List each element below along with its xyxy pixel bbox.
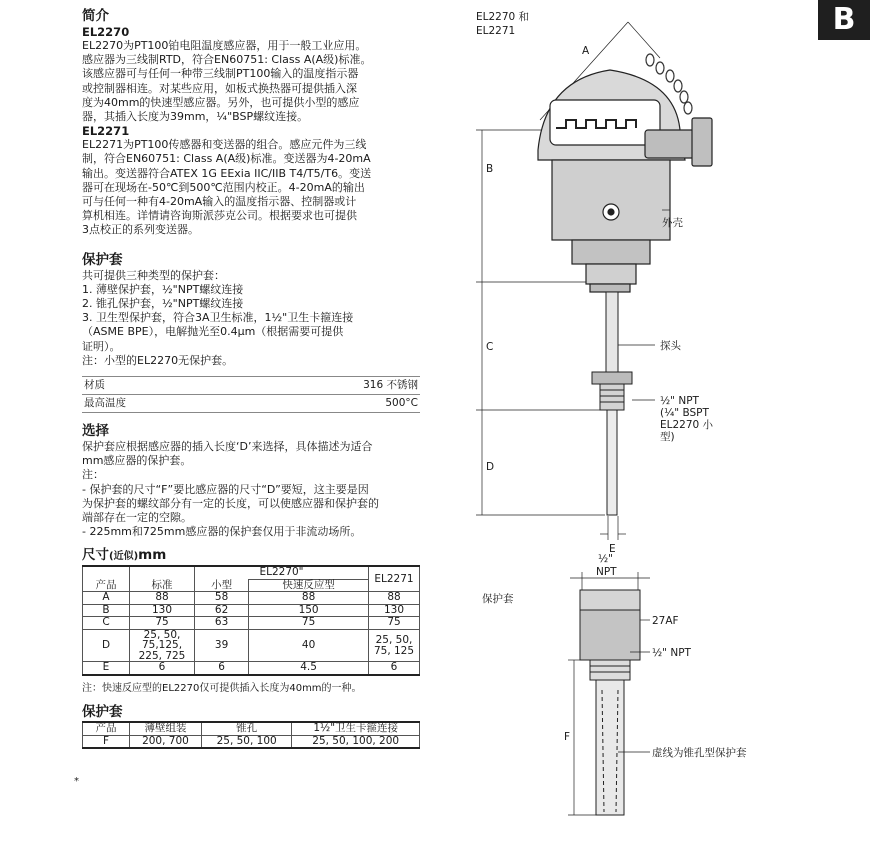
- text-line: 1. 薄壁保护套，½"NPT螺纹连接: [82, 282, 244, 296]
- header-fast: 快速反应型: [249, 579, 369, 592]
- heading-main: 尺寸: [82, 547, 109, 564]
- text-line: 制，符合EN60751: Class A(A级)标准。变送器为4-20mA: [82, 152, 371, 166]
- text-line: - 225mm和725mm感应器的保护套仅用于非流动场所。: [82, 525, 362, 539]
- cell: 150: [249, 604, 369, 617]
- diagram-title-2: EL2271: [476, 25, 516, 37]
- cell: 88: [249, 592, 369, 605]
- text-line: 可与任何一种有4-20mA输入的温度指示器、控制器或计: [82, 195, 357, 209]
- cell: 88: [130, 592, 195, 605]
- text-line: 注：小型的EL2270无保护套。: [82, 353, 234, 367]
- spec-value: 500°C: [230, 395, 420, 413]
- header-el2271: EL2271: [369, 566, 420, 592]
- text-line: 器，其插入长度为39mm，¼"BSP螺纹连接。: [82, 110, 309, 124]
- text-line: 为保护套的螺纹部分有一定的长度，可以使感应器和保护套的: [82, 496, 379, 510]
- dim-e-label: E: [609, 543, 616, 555]
- thermowell-description: [82, 269, 420, 368]
- text-line: 3点校正的系列变送器。: [82, 223, 199, 237]
- el2271-description: [82, 138, 420, 237]
- well-npt-top-1: ½": [598, 553, 614, 565]
- cell: 58: [195, 592, 249, 605]
- thermowell: [568, 572, 650, 815]
- table-row: [82, 377, 420, 395]
- technical-drawing: [430, 0, 870, 837]
- section-tab: B: [818, 0, 870, 40]
- cell: A: [83, 592, 130, 605]
- npt-label-2: (¼" BSPT: [660, 407, 709, 419]
- header-cell: 锥孔: [201, 722, 291, 735]
- header-el2270: EL2270": [195, 566, 369, 579]
- text-line: 感应器为三线制RTD，符合EN60751: Class A(A级)标准。: [82, 53, 372, 67]
- text-line: 保护套应根据感应器的插入长度‘D’来选择，具体描述为适合: [82, 440, 373, 454]
- dim-d-label: D: [486, 461, 495, 473]
- el2270-description: [82, 39, 420, 124]
- spec-label: 最高温度: [82, 395, 230, 413]
- cell: E: [83, 662, 130, 675]
- spec-label: 材质: [82, 377, 230, 395]
- dimensions-note: 注：快速反应型的EL2270仅可提供插入长度为40mm的一种。: [82, 682, 362, 694]
- text-line: 2. 锥孔保护套，½"NPT螺纹连接: [82, 297, 244, 311]
- text-line: mm感应器的保护套。: [82, 454, 192, 468]
- cell: 4.5: [249, 662, 369, 675]
- cell: 75: [130, 617, 195, 630]
- cell: 25, 50, 75, 125: [369, 629, 420, 662]
- npt-label-4: 型): [660, 431, 675, 443]
- cell: 130: [130, 604, 195, 617]
- housing-label: 外壳: [662, 217, 683, 229]
- npt-label-1: ½" NPT: [660, 395, 699, 407]
- wells-table: [82, 721, 420, 749]
- table-row: [83, 662, 420, 675]
- heading-unit: mm: [138, 547, 167, 564]
- header-cell: 产品: [83, 722, 130, 735]
- dim-a-label: A: [582, 45, 590, 57]
- cell: 6: [130, 662, 195, 675]
- text-line: 端部存在一定的空隙。: [82, 511, 192, 525]
- cell: D: [83, 629, 130, 662]
- well-af-label: 27AF: [652, 615, 679, 627]
- header-cell: 1½"卫生卡箍连接: [292, 722, 420, 735]
- dimensions-table: [82, 565, 420, 676]
- cell: 25, 50, 100, 200: [292, 735, 420, 748]
- selection-description: [82, 440, 420, 539]
- table-row: [83, 604, 420, 617]
- text-line: 证明）。: [82, 339, 121, 353]
- cell: 88: [369, 592, 420, 605]
- well-npt-label: ½" NPT: [652, 647, 691, 659]
- probe: [592, 292, 632, 515]
- table-row: [82, 395, 420, 413]
- table-row: [83, 592, 420, 605]
- dim-b-label: B: [486, 163, 494, 175]
- cell: 75: [249, 617, 369, 630]
- el2271-title: EL2271: [82, 124, 130, 139]
- text-line: （ASME BPE），电解抛光至0.4μm（根据需要可提供: [82, 325, 344, 339]
- well-npt-top-2: NPT: [596, 566, 617, 578]
- cell: 200, 700: [130, 735, 202, 748]
- cell: B: [83, 604, 130, 617]
- text-line: 输出。变送器符合ATEX 1G EExia IIC/IIB T4/T5/T6。变送: [82, 166, 372, 180]
- text-line: 算机相连。详情请咨询斯派莎克公司。根据要求也可提供: [82, 209, 357, 223]
- text-line: 该感应器可与任何一种带三线制PT100输入的温度指示器: [82, 67, 359, 81]
- well-title: 保护套: [482, 593, 514, 605]
- el2270-title: EL2270: [82, 25, 130, 39]
- cell: 130: [369, 604, 420, 617]
- text-line: EL2270为PT100铂电阻温度感应器，用于一般工业应用。: [82, 39, 367, 52]
- table-header-row: [83, 566, 420, 579]
- header-standard: 标准: [130, 579, 195, 592]
- text-line: 器可在现场在-50℃到500℃范围内校正。4-20mA的输出: [82, 180, 365, 194]
- header-product-label: 产品: [83, 579, 130, 592]
- table-row: [83, 617, 420, 630]
- cell: 75: [369, 617, 420, 630]
- cell: 25, 50, 100: [201, 735, 291, 748]
- diagram-title-1: EL2270 和: [476, 11, 530, 23]
- npt-label-3: EL2270 小: [660, 419, 714, 431]
- cell: 6: [195, 662, 249, 675]
- text-line: 或控制器相连。对某些应用，如板式换热器可提供插入深: [82, 81, 357, 95]
- text-line: 共可提供三种类型的保护套：: [82, 268, 225, 282]
- selection-heading: 选择: [82, 423, 109, 440]
- text-line: - 保护套的尺寸“F”要比感应器的尺寸“D”要短，这主要是因: [82, 482, 369, 496]
- cell: 39: [195, 629, 249, 662]
- table-header-row: [83, 722, 420, 735]
- text-column: [82, 8, 420, 749]
- probe-label: 探头: [660, 340, 681, 352]
- cell: 6: [369, 662, 420, 675]
- spec-value: 316 不锈钢: [230, 377, 420, 395]
- drawing-svg: [430, 0, 870, 837]
- text-line: 度为40mm的快速型感应器。另外，也可提供小型的感应: [82, 95, 360, 109]
- cell: 62: [195, 604, 249, 617]
- heading-small: (近似): [109, 551, 139, 563]
- dimensions-heading: [82, 547, 420, 565]
- header-small: 小型: [195, 579, 249, 592]
- cell: 40: [249, 629, 369, 662]
- cell: 25, 50, 75,125, 225, 725: [130, 629, 195, 662]
- text-line: 注：: [82, 468, 104, 482]
- cell: 63: [195, 617, 249, 630]
- dashed-note: 虚线为锥孔型保护套: [652, 747, 747, 759]
- header-cell: 薄壁组装: [130, 722, 202, 735]
- header-blank: [130, 566, 195, 579]
- intro-heading: 简介: [82, 8, 109, 24]
- dim-f-label: F: [564, 731, 571, 743]
- header-product: [83, 566, 130, 579]
- dim-c-label: C: [486, 341, 494, 353]
- text-line: 3. 卫生型保护套，符合3A卫生标准，1½"卫生卡箍连接: [82, 311, 354, 325]
- table-row: [83, 735, 420, 748]
- cell: C: [83, 617, 130, 630]
- thermowell-heading: 保护套: [82, 251, 123, 268]
- table-row: [83, 629, 420, 662]
- material-spec-table: [82, 376, 420, 413]
- cell: F: [83, 735, 130, 748]
- wells-heading: 保护套: [82, 704, 123, 721]
- footnote-star: *: [74, 776, 79, 787]
- text-line: EL2271为PT100传感器和变送器的组合。感应元件为三线: [82, 138, 367, 152]
